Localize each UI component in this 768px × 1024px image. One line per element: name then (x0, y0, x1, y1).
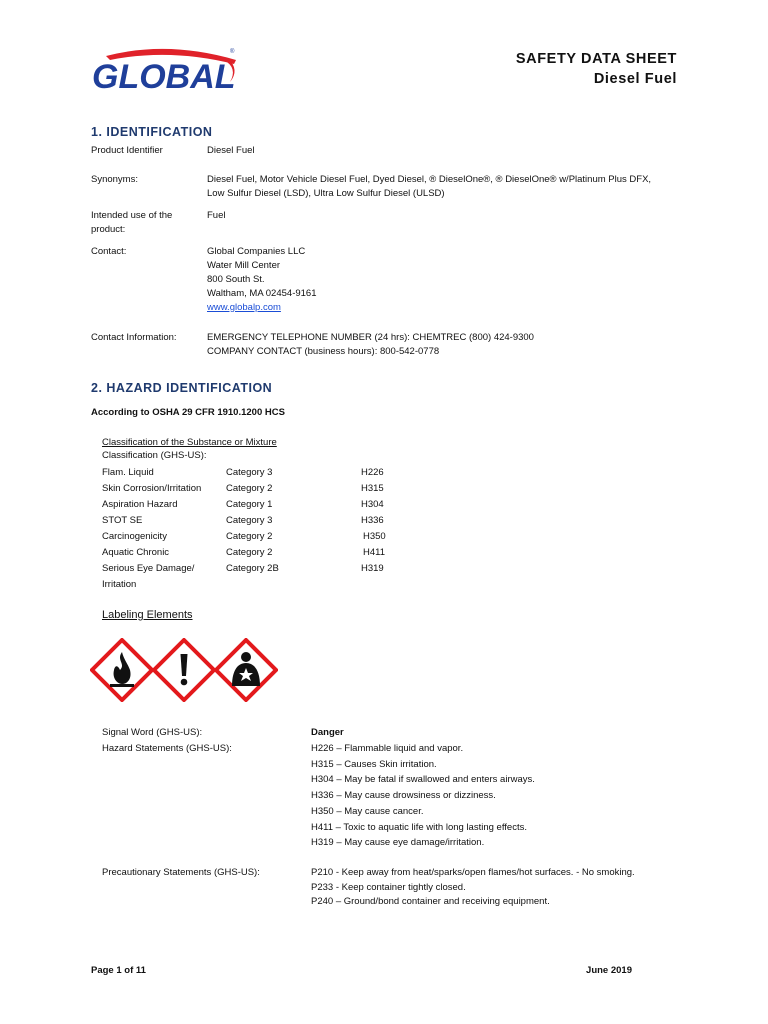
document-date: June 2019 (586, 965, 632, 976)
synonyms-value (207, 173, 687, 201)
hazard-statement: H315 – Causes Skin irritation. (311, 758, 437, 770)
classification-code: H336 (361, 515, 384, 526)
classification-category: Category 3 (226, 467, 273, 478)
labeling-elements-heading: Labeling Elements (102, 609, 193, 621)
section-1-heading: 1. IDENTIFICATION (91, 125, 213, 139)
classification-name: Flam. Liquid (102, 467, 154, 478)
classification-category: Category 3 (226, 515, 273, 526)
contact-line: Waltham, MA 02454-9161 (207, 288, 317, 299)
intended-use-label-line: product: (91, 224, 126, 235)
classification-category: Category 2 (226, 483, 273, 494)
classification-subheading: Classification (GHS-US): (102, 450, 207, 461)
classification-name: STOT SE (102, 515, 143, 526)
section-2-heading: 2. HAZARD IDENTIFICATION (91, 381, 273, 395)
classification-name: Serious Eye Damage/ (102, 563, 195, 574)
classification-heading: Classification of the Substance or Mixture (102, 437, 277, 448)
hazard-statement: H336 – May cause drowsiness or dizziness. (311, 790, 496, 802)
contact-address (207, 245, 687, 315)
synonyms-line: Low Sulfur Diesel (LSD), Ultra Low Sulfur Diesel (ULSD) (207, 188, 445, 199)
global-logo (88, 44, 240, 96)
precautionary-statement: P233 - Keep container tightly closed. (311, 881, 466, 893)
contact-line: 800 South St. (207, 274, 265, 285)
classification-name-continued: Irritation (102, 579, 137, 590)
document-title (516, 49, 677, 89)
health-hazard-icon (214, 638, 278, 702)
precautionary-statement: P210 - Keep away from heat/sparks/open flames/hot surfaces. - No smoking. (311, 867, 635, 878)
hazard-statement: H226 – Flammable liquid and vapor. (311, 743, 464, 754)
classification-name: Aspiration Hazard (102, 499, 178, 510)
classification-name: Carcinogenicity (102, 531, 167, 542)
classification-category: Category 2 (226, 531, 273, 542)
svg-text:®: ® (230, 49, 235, 55)
signal-word-label: Signal Word (GHS-US): (102, 727, 203, 738)
classification-category: Category 1 (226, 499, 273, 510)
classification-code: H411 (363, 547, 386, 558)
signal-word-value: Danger (311, 727, 344, 738)
exclamation-mark-icon (152, 638, 216, 702)
classification-category: Category 2B (226, 563, 279, 574)
synonyms-line: Diesel Fuel, Motor Vehicle Diesel Fuel, Dyed Diesel, ® DieselOne®, ® DieselOne® w/Platinum Plus DFX, (207, 174, 652, 185)
website-link[interactable]: www.globalp.com (207, 302, 281, 313)
hazard-statement: H350 – May cause cancer. (311, 805, 424, 817)
hazard-statement: H411 – Toxic to aquatic life with long lasting effects. (311, 821, 527, 833)
intended-use-label (91, 209, 201, 237)
contact-info-value (207, 331, 687, 359)
precautionary-statement: P240 – Ground/bond container and receiving equipment. (311, 896, 550, 907)
osha-reference: According to OSHA 29 CFR 1910.1200 HCS (91, 407, 285, 418)
product-identifier-value: Diesel Fuel (207, 145, 255, 156)
intended-use-label-line: Intended use of the (91, 210, 173, 221)
precautionary-statements-list (311, 866, 691, 910)
classification-code: H226 (361, 467, 384, 478)
hazard-statements-list (311, 741, 691, 851)
synonyms-label: Synonyms: (91, 174, 138, 185)
hazard-statement: H304 – May be fatal if swallowed and enters airways. (311, 774, 535, 786)
intended-use-value: Fuel (207, 210, 226, 221)
classification-name: Aquatic Chronic (102, 547, 170, 558)
classification-code: H319 (361, 563, 384, 574)
title-line-1: SAFETY DATA SHEET (515, 51, 677, 67)
emergency-phone-line: EMERGENCY TELEPHONE NUMBER (24 hrs): CHEMTREC (800) 424-9300 (207, 332, 534, 343)
hazard-statements-label: Hazard Statements (GHS-US): (102, 743, 232, 754)
contact-line: Water Mill Center (207, 260, 281, 271)
title-line-2: Diesel Fuel (593, 71, 677, 87)
precautionary-statements-label: Precautionary Statements (GHS-US): (102, 867, 260, 878)
flame-icon (90, 638, 154, 702)
contact-label: Contact: (91, 246, 127, 257)
classification-code: H350 (363, 531, 386, 542)
classification-code: H315 (361, 483, 384, 494)
contact-line: Global Companies LLC (207, 246, 306, 257)
product-identifier-label: Product Identifier (91, 145, 163, 156)
logo-text: GLOBAL (92, 58, 236, 96)
page-number: Page 1 of 11 (91, 965, 146, 976)
company-contact-line: COMPANY CONTACT (business hours): 800-542-0778 (207, 346, 440, 357)
classification-name: Skin Corrosion/Irritation (102, 483, 202, 494)
classification-code: H304 (361, 499, 384, 510)
classification-category: Category 2 (226, 547, 273, 558)
contact-info-label: Contact Information: (91, 332, 177, 343)
hazard-statement: H319 – May cause eye damage/irritation. (311, 837, 485, 849)
